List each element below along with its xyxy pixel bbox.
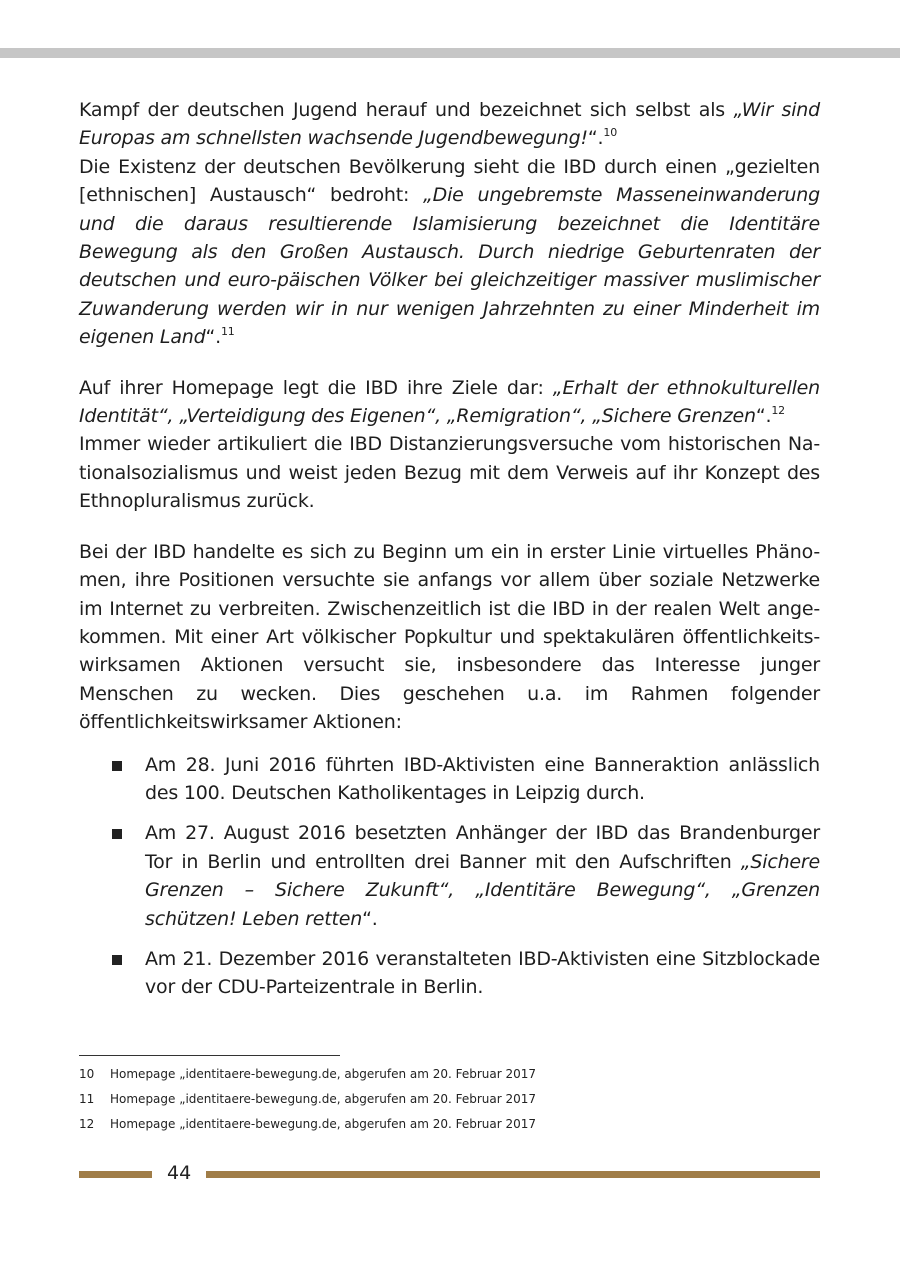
quote: „Sichere Grenzen – Sichere Zukunft“, „Identitäre Bewegung“, „Grenzen schützen! Leben retten [145, 850, 820, 930]
square-bullet-icon [112, 761, 122, 771]
footnotes [79, 1066, 820, 1141]
footnote [79, 1116, 820, 1132]
footnote-number: 10 [79, 1067, 95, 1081]
list-item: Am 27. August 2016 besetzten Anhänger der IBD das Brandenburger Tor in Berlin und entrollten drei Banner mit den Aufschriften „Sichere Grenzen – Sichere Zukunft“, „Identitäre Bewegung“, „Grenzen schützen! Leben retten“. [79, 819, 820, 933]
square-bullet-icon [112, 829, 122, 839]
paragraph-2: Die Existenz der deutschen Bevölkerung sieht die IBD durch einen „gezielten [ethnischen] Austausch“ bedroht: „Die ungebremste Masseneinwanderung und die daraus resultierende Islamisierung bezeichnet die Identitäre Bewegung als den Großen Austausch. Durch niedrige Geburtenraten der deutschen und euro-päischen Völker bei gleichzeitiger massiver muslimischer Zuwanderung werden wir in nur wenigen Jahrzehnten zu einer Minderheit im eigenen Land“.$^{11}$ [79, 155, 820, 349]
page-number: 44 [167, 1162, 192, 1184]
quote: „Wir sind Europas am schnellsten wachsende Jugendbewegung! [79, 99, 821, 150]
footnote-ref-10[interactable]: 10 [603, 126, 617, 140]
footer-bar-left [79, 1171, 152, 1178]
quote: „Erhalt der ethnokulturellen Identität“, „Verteidigung des Eigenen“, „Remigration“, „Sichere Grenzen [79, 376, 820, 428]
quote: „Die ungebremste Masseneinwanderung und die daraus resultierende Islamisierung bezeichnet die Identitäre Bewegung als den Großen Austausch. Durch niedrige Geburtenraten der deutschen und euro-päischen Völker bei gleichzeitiger massiver muslimischer Zuwanderung werden wir in nur wenigen Jahrzehnten zu einer Minderheit im eigenen Land [79, 184, 820, 349]
footnote-text: Homepage „identitaere-bewegung.de, abgerufen am 20. Februar 2017 [110, 1067, 537, 1081]
page-footer [79, 1160, 820, 1186]
list-item: Am 28. Juni 2016 führten IBD-Aktivisten eine Banneraktion anlässlich des 100. Deutschen Katholikentages in Leipzig durch. [79, 751, 820, 808]
footnote [79, 1066, 820, 1082]
list-item: Am 21. Dezember 2016 veranstalteten IBD-Aktivisten eine Sitzblockade vor der CDU-Parteizentrale in Berlin. [79, 945, 820, 1002]
footnote-text: Homepage „identitaere-bewegung.de, abgerufen am 20. Februar 2017 [110, 1117, 537, 1131]
footnote-number: 12 [79, 1117, 95, 1131]
action-list [79, 751, 820, 1002]
paragraph-3: Auf ihrer Homepage legt die IBD ihre Ziele dar: „Erhalt der ethnokulturellen Identität“, „Verteidigung des Eigenen“, „Remigration“, „Sichere Grenzen“.$^{12}$ [79, 376, 820, 428]
square-bullet-icon [112, 955, 122, 965]
footer-bar-right [206, 1171, 820, 1178]
footnote-number: 11 [79, 1092, 95, 1106]
body-text [79, 96, 820, 1014]
paragraph-4: Immer wieder artikuliert die IBD Distanzierungsversuche vom historischen Na-tionalsozialismus und weist jeden Bezug mit dem Verweis auf ihr Konzept des Ethnopluralismus zurück. [79, 433, 820, 513]
footnote [79, 1091, 820, 1107]
footnote-text: Homepage „identitaere-bewegung.de, abgerufen am 20. Februar 2017 [110, 1092, 537, 1106]
header-bar [0, 48, 900, 58]
footnote-divider [79, 1055, 340, 1056]
footnote-ref-12[interactable]: 12 [771, 404, 785, 418]
paragraph-5: Bei der IBD handelte es sich zu Beginn um ein in erster Linie virtuelles Phäno-men, ihre Positionen versuchte sie anfangs vor allem über soziale Netzwerke im Internet zu verbreiten. Zwischenzeitlich ist die IBD in der realen Welt ange-kommen. Mit einer Art völkischer Popkultur und spektakulären öffentlichkeits-wirksamen Aktionen versucht sie, insbesondere das Interesse junger Menschen zu wecken. Dies geschehen u.a. im Rahmen folgender öffentlichkeitswirksamer Aktionen: [79, 540, 820, 734]
paragraph-1: Kampf der deutschen Jugend herauf und bezeichnet sich selbst als „Wir sind Europas am schnellsten wachsende Jugendbewegung!“.$^{10}$ [79, 99, 821, 150]
footnote-ref-11[interactable]: 11 [220, 325, 235, 339]
